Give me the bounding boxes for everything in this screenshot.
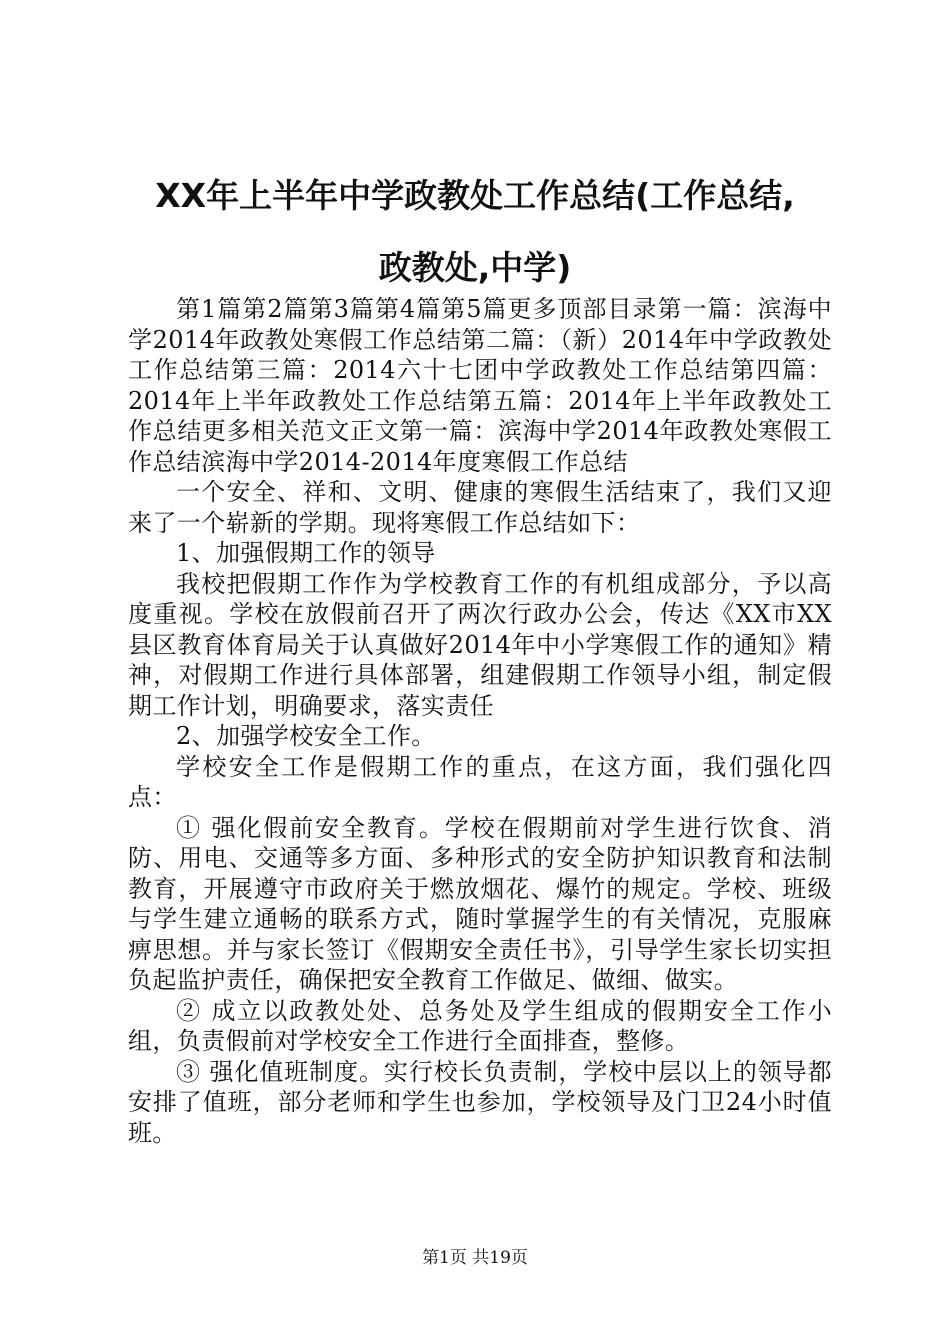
document-body xyxy=(128,294,832,1148)
section-heading-1: 1、加强假期工作的领导 xyxy=(176,539,436,567)
paragraph-toc: 第1篇第2篇第3篇第4篇第5篇更多顶部目录第一篇：滨海中学2014年政教处寒假工作总结第二篇：（新）2014年中学政教处工作总结第三篇：2014六十七团中学政教处工作总结第四篇：2014年上半年政教处工作总结第五篇：2014年上半年政教处工作总结更多相关范文正文第一篇：滨海中学2014年政教处寒假工作总结滨海中学2014-2014年度寒假工作总结 xyxy=(128,295,832,476)
document-title xyxy=(120,160,830,304)
section-heading-2: 2、加强学校安全工作。 xyxy=(176,722,436,750)
paragraph: 我校把假期工作作为学校教育工作的有机组成部分，予以高度重视。学校在放假前召开了两次行政办公会，传达《XX市XX县区教育体育局关于认真做好2014年中小学寒假工作的通知》精神，对假期工作进行具体部署，组建假期工作领导小组，制定假期工作计划，明确要求，落实责任 xyxy=(128,569,832,720)
paragraph: 学校安全工作是假期工作的重点，在这方面，我们强化四点： xyxy=(128,752,832,811)
title-line-2: 政教处,中学) xyxy=(378,248,572,287)
title-line-1: XX年上半年中学政教处工作总结(工作总结, xyxy=(155,176,795,215)
list-item: ③ 强化值班制度。实行校长负责制，学校中层以上的领导都安排了值班，部分老师和学生也参加，学校领导及门卫24小时值班。 xyxy=(128,1057,832,1147)
page-footer: 第1页 共19页 xyxy=(422,1248,528,1268)
list-item: ① 强化假前安全教育。学校在假期前对学生进行饮食、消防、用电、交通等多方面、多种形式的安全防护知识教育和法制教育，开展遵守市政府关于燃放烟花、爆竹的规定。学校、班级与学生建立通畅的联系方式，随时掌握学生的有关情况，克服麻痹思想。并与家长签订《假期安全责任书》，引导学生家长切实担负起监护责任，确保把安全教育工作做足、做细、做实。 xyxy=(128,813,832,994)
paragraph-intro: 一个安全、祥和、文明、健康的寒假生活结束了，我们又迎来了一个崭新的学期。现将寒假工作总结如下： xyxy=(128,478,832,537)
list-item: ② 成立以政教处处、总务处及学生组成的假期安全工作小组，负责假前对学校安全工作进行全面排查，整修。 xyxy=(128,996,832,1055)
